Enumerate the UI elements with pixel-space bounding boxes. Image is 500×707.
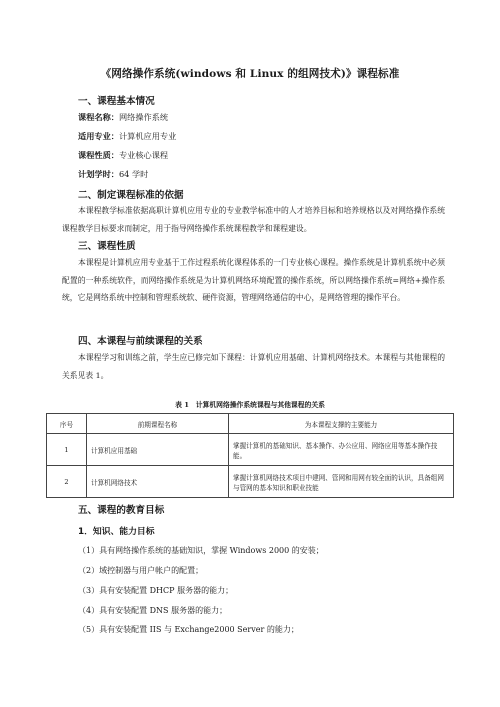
- info-label: 课程性质：: [78, 150, 119, 160]
- info-nature: [78, 150, 168, 161]
- table-header-cell: 为本课程支撑的主要能力: [229, 414, 454, 434]
- info-label: 计划学时：: [78, 169, 119, 179]
- section-heading-nature: 三、课程性质: [78, 241, 136, 252]
- table-cell: 计算机网络技术: [87, 466, 229, 498]
- goal-item: （1）具有网络操作系统的基础知识，掌握 Windows 2000 的安装；: [78, 546, 324, 555]
- table-caption: 表 1 计算机网络操作系统课程与其他课程的关系: [175, 401, 325, 409]
- section-heading-goals: 五、课程的教育目标: [78, 505, 165, 516]
- info-course-name: [78, 112, 168, 123]
- goal-item: （3）具有安装配置 DHCP 服务器的能力；: [78, 586, 234, 595]
- info-label: 课程名称：: [78, 112, 119, 122]
- section-heading-basic-info: 一、课程基本情况: [78, 96, 155, 107]
- paragraph-basis: 本课程教学标准依据高职计算机应用专业的专业教学标准中的人才培养目标和培养规格以及对网络操作系统课程教学目标要求而制定，用于指导网络操作系统课程教学和课程建设。: [62, 206, 445, 233]
- info-value: 专业核心课程: [118, 150, 169, 160]
- section-heading-basis: 二、制定课程标准的依据: [78, 190, 184, 201]
- goal-item: （4）具有安装配置 DNS 服务器的能力；: [78, 606, 228, 615]
- document-title: 《网络操作系统(windows 和 Linux 的组网技术)》课程标准: [100, 68, 400, 80]
- info-value: 网络操作系统: [118, 112, 169, 122]
- table-cell: 计算机应用基础: [87, 434, 229, 466]
- table-cell: 2: [47, 466, 87, 498]
- table-header-cell: 前期课程名称: [87, 414, 229, 434]
- paragraph-nature: 本课程是计算机应用专业基于工作过程系统化课程体系的一门专业核心课程。操作系统是计算机系统中必须配置的一种系统软件，而网络操作系统是为计算机网络环境配置的操作系统，所以网络操作系统=网络+操作系统，它是网络系统中控制和管理系统软、硬件资源，管理网络通信的中心，是网络管理的操作平台。: [62, 258, 445, 302]
- goals-subtitle: 1．知识、能力目标: [78, 527, 155, 537]
- info-major: [78, 131, 176, 142]
- info-label: 适用专业：: [78, 131, 119, 141]
- goal-item: （2）域控制器与用户帐户的配置；: [78, 566, 204, 575]
- paragraph-relation: 本课程学习和训练之前，学生应已修完如下课程：计算机应用基础、计算机网络技术。本课程与其他课程的关系见表 1。: [62, 353, 445, 380]
- table-cell: 掌握计算机的基础知识、基本操作、办公应用、网络应用等基本操作技能。: [229, 434, 454, 466]
- info-value: 计算机应用专业: [118, 131, 177, 141]
- info-hours: [78, 169, 148, 180]
- table-cell: 1: [47, 434, 87, 466]
- table-row: [47, 466, 454, 498]
- section-heading-relation: 四、本课程与前续课程的关系: [78, 336, 203, 347]
- table-header-cell: 序号: [47, 414, 87, 434]
- goal-item: （5）具有安装配置 IIS 与 Exchange2000 Server 的能力；: [78, 625, 299, 634]
- table-cell: 掌握计算机网络技术项目中建网、管网和用网有较全面的认识，具备组网与管网的基本知识和职业技能: [229, 466, 454, 498]
- info-value: 64 学时: [118, 169, 149, 179]
- table-row: [47, 434, 454, 466]
- table-header-row: [47, 414, 454, 434]
- relation-table: [46, 413, 454, 498]
